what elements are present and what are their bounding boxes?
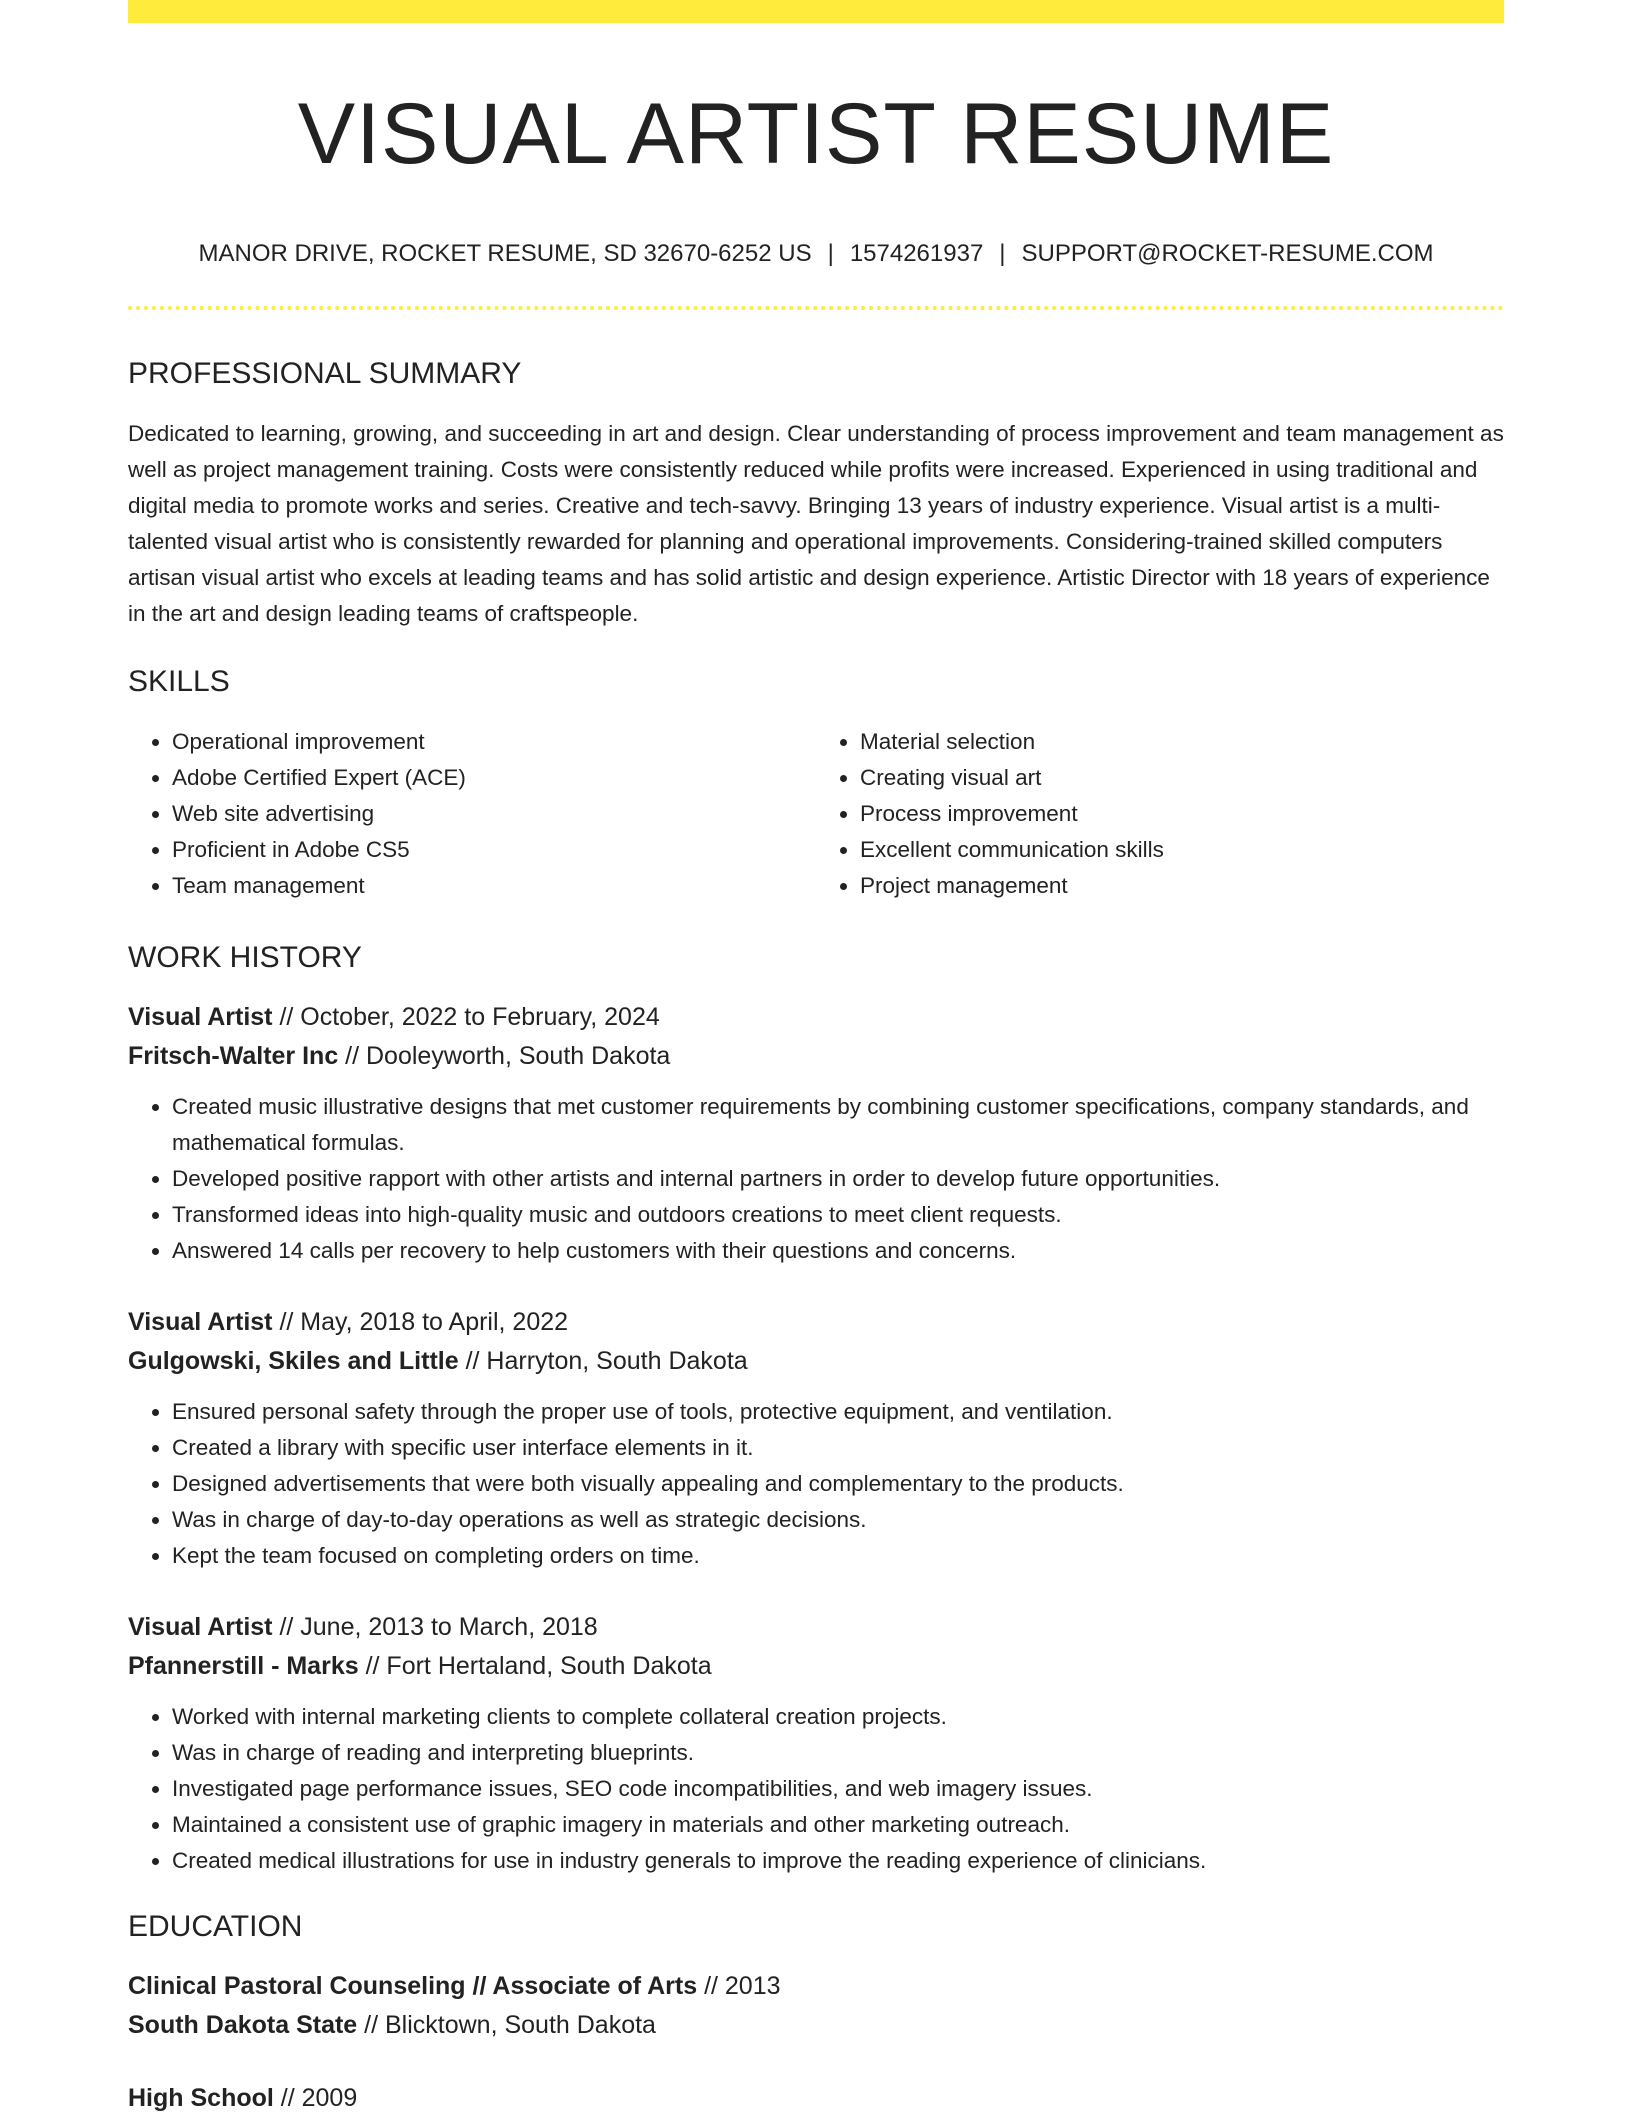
job-company: Fritsch-Walter Inc [128, 1042, 339, 1071]
dotted-divider [128, 306, 1504, 310]
top-accent-bar [128, 0, 1504, 23]
job-entry [128, 1303, 1504, 1574]
job-location: // Fort Hertaland, South Dakota [358, 1652, 712, 1681]
job-location: // Harryton, South Dakota [458, 1347, 748, 1376]
skills-list-right [816, 724, 1504, 904]
contact-separator: | [827, 239, 834, 267]
resume-page [128, 0, 1504, 2118]
education-school-line [128, 2006, 1504, 2045]
skill-item: • Excellent communication skills [860, 832, 1504, 868]
summary-text: Dedicated to learning, growing, and succeeding in art and design. Clear understanding of process improvement and team management as well as project management training. Costs were consistently reduced while profits were increased. Experienced in using traditional and digital media to promote works and series. Creative and tech-savvy. Bringing 13 years of industry experience. Visual artist is a multi-talented visual artist who is consistently rewarded for planning and operational improvements. Considering-trained skilled computers artisan visual artist who excels at leading teams and has solid artistic and design experience. Artistic Director with 18 years of experience in the art and design leading teams of craftspeople. [128, 421, 1504, 627]
duty-item: • Investigated page performance issues, SEO code incompatibilities, and web imagery issues. [172, 1771, 1504, 1807]
duty-item: • Created music illustrative designs that met customer requirements by combining customer specifications, company standards, and mathematical formulas. [172, 1089, 1504, 1161]
resume-title: VISUAL ARTIST RESUME [297, 86, 1335, 182]
skill-item: • Proficient in Adobe CS5 [172, 832, 816, 868]
job-company: Pfannerstill - Marks [128, 1652, 359, 1681]
skill-item: • Process improvement [860, 796, 1504, 832]
contact-phone: 1574261937 [849, 239, 984, 267]
duty-item: • Designed advertisements that were both visually appealing and complementary to the products. [172, 1466, 1504, 1502]
skill-item: • Creating visual art [860, 760, 1504, 796]
education-degree: High School [128, 2084, 274, 2113]
education-heading: EDUCATION [128, 1910, 303, 1944]
job-entry [128, 998, 1504, 1269]
duty-item: • Worked with internal marketing clients to complete collateral creation projects. [172, 1699, 1504, 1735]
education-entry [128, 2079, 1504, 2118]
job-company: Gulgowski, Skiles and Little [128, 1347, 459, 1376]
contact-address: MANOR DRIVE, ROCKET RESUME, SD 32670-6252 US [198, 239, 812, 267]
duty-item: • Was in charge of reading and interpreting blueprints. [172, 1735, 1504, 1771]
contact-separator: | [999, 239, 1006, 267]
skill-item: • Web site advertising [172, 796, 816, 832]
contact-email: SUPPORT@ROCKET-RESUME.COM [1021, 239, 1434, 267]
duty-item: • Developed positive rapport with other artists and internal partners in order to develop future opportunities. [172, 1161, 1504, 1197]
skills-heading: SKILLS [128, 665, 230, 699]
job-company-line [128, 1342, 1504, 1381]
duty-item: • Was in charge of day-to-day operations as well as strategic decisions. [172, 1502, 1504, 1538]
job-title-line [128, 1608, 1504, 1647]
job-company-line [128, 1037, 1504, 1076]
job-location: // Dooleyworth, South Dakota [338, 1042, 671, 1071]
summary-heading: PROFESSIONAL SUMMARY [128, 357, 522, 391]
duty-item: • Transformed ideas into high-quality music and outdoors creations to meet client requests. [172, 1197, 1504, 1233]
duty-item: • Ensured personal safety through the proper use of tools, protective equipment, and ventilation. [172, 1394, 1504, 1430]
job-dates: // October, 2022 to February, 2024 [272, 1003, 660, 1032]
job-dates: // May, 2018 to April, 2022 [272, 1308, 569, 1337]
job-title-line [128, 1303, 1504, 1342]
skill-item: • Material selection [860, 724, 1504, 760]
duty-item: • Maintained a consistent use of graphic imagery in materials and other marketing outreach. [172, 1807, 1504, 1843]
job-duties [128, 1699, 1504, 1879]
education-entry [128, 1967, 1504, 2045]
duty-item: • Kept the team focused on completing orders on time. [172, 1538, 1504, 1574]
education-year: // 2009 [273, 2084, 358, 2113]
job-title-line [128, 998, 1504, 1037]
education-degree: Clinical Pastoral Counseling // Associate of Arts [128, 1972, 698, 2001]
duty-item: • Created medical illustrations for use in industry generals to improve the reading experience of clinicians. [172, 1843, 1504, 1879]
job-company-line [128, 1647, 1504, 1686]
work-history-heading: WORK HISTORY [128, 941, 362, 975]
education-degree-line [128, 2079, 1504, 2118]
skill-item: • Team management [172, 868, 816, 904]
skill-item: • Project management [860, 868, 1504, 904]
education-location: // Blicktown, South Dakota [357, 2011, 656, 2040]
education-school: South Dakota State [128, 2011, 358, 2040]
job-duties [128, 1394, 1504, 1574]
duty-item: • Answered 14 calls per recovery to help customers with their questions and concerns. [172, 1233, 1504, 1269]
job-title: Visual Artist [128, 1003, 273, 1032]
education-degree-line [128, 1967, 1504, 2006]
job-dates: // June, 2013 to March, 2018 [272, 1613, 598, 1642]
job-entry [128, 1608, 1504, 1879]
skill-item: • Operational improvement [172, 724, 816, 760]
duty-item: • Created a library with specific user interface elements in it. [172, 1430, 1504, 1466]
education-year: // 2013 [697, 1972, 781, 2001]
job-title: Visual Artist [128, 1308, 273, 1337]
skill-item: • Adobe Certified Expert (ACE) [172, 760, 816, 796]
skills-list-left [128, 724, 816, 904]
job-duties [128, 1089, 1504, 1269]
contact-line [128, 240, 1504, 269]
skills-columns [128, 724, 1504, 904]
job-title: Visual Artist [128, 1613, 273, 1642]
